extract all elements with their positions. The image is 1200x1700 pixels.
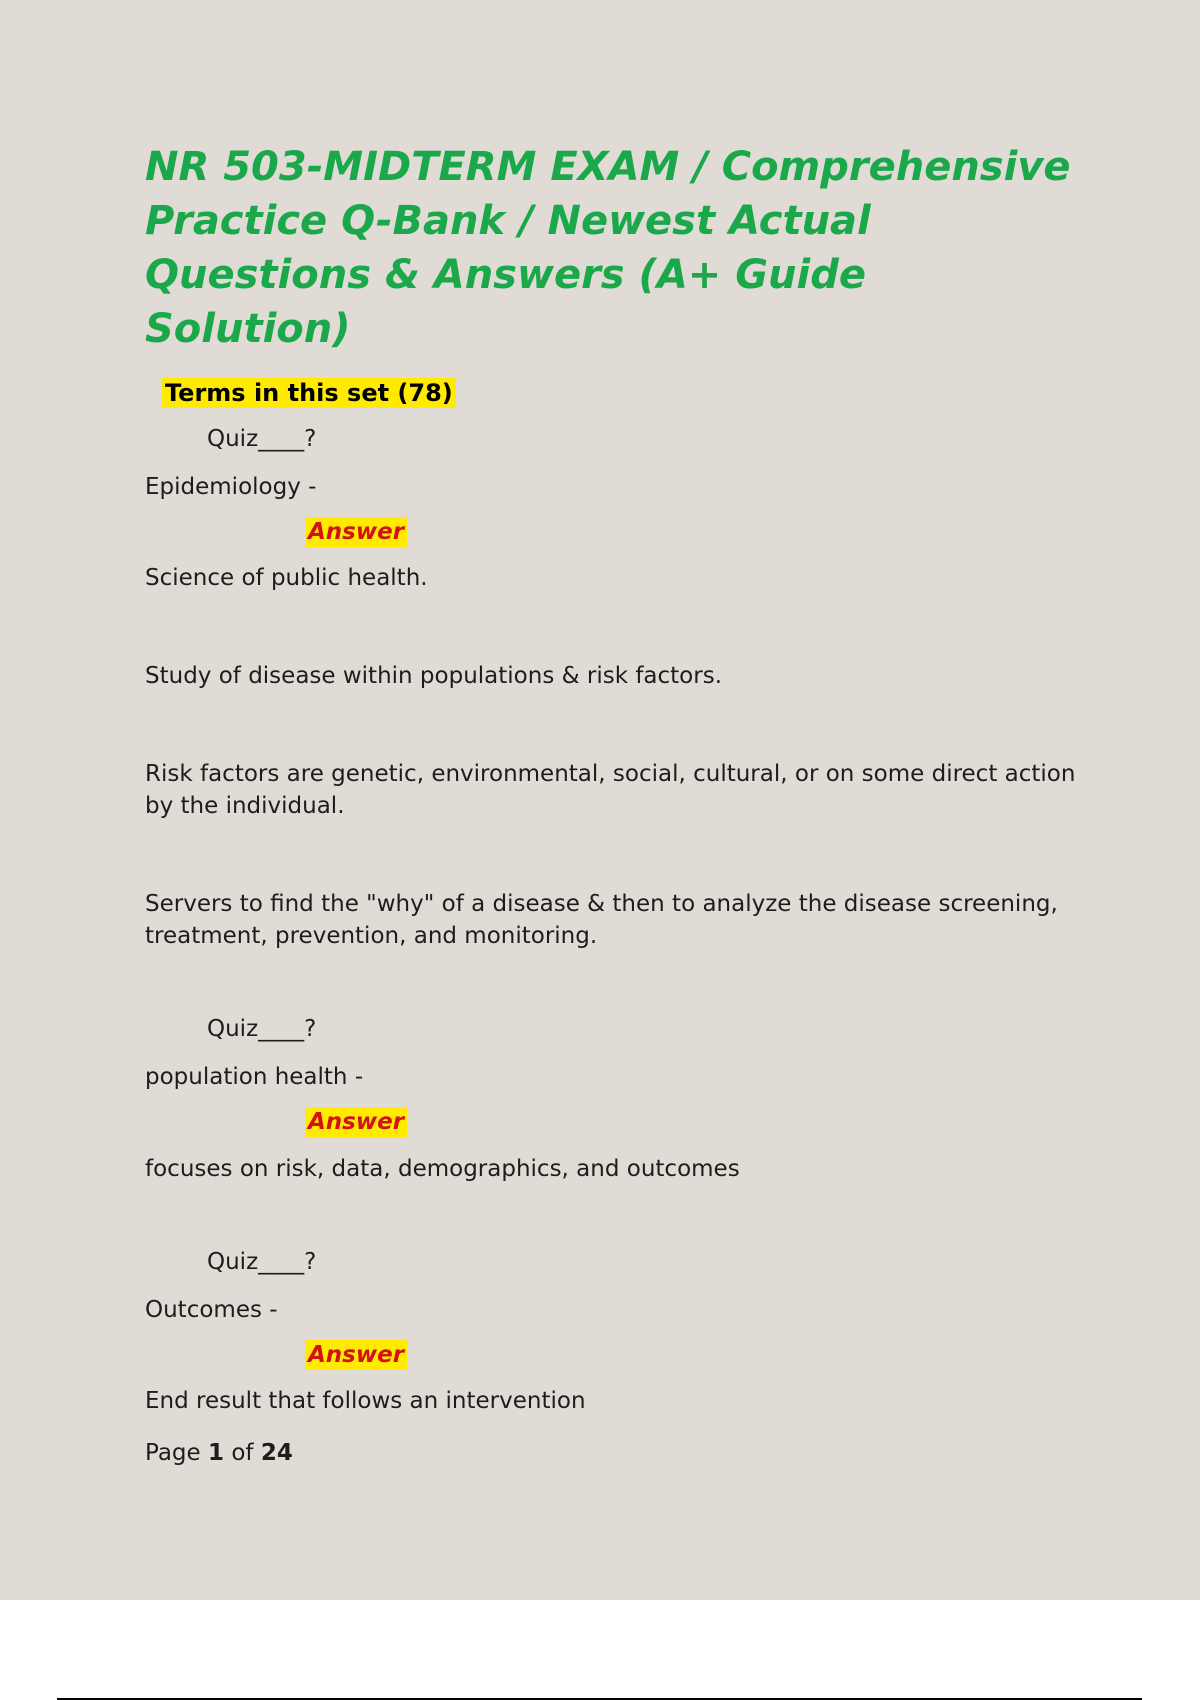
answer-label-wrap bbox=[305, 517, 1085, 547]
definition-text: End result that follows an intervention bbox=[145, 1388, 586, 1414]
flashcard bbox=[145, 1247, 1085, 1417]
quiz-prompt: Quiz____? bbox=[207, 1249, 317, 1275]
answer-label-wrap bbox=[305, 1107, 1085, 1137]
document-title: NR 503-MIDTERM EXAM / Comprehensive Practice Q-Bank / Newest Actual Questions & Answers (A+ Guide Solution) bbox=[145, 144, 1071, 352]
term-text: Epidemiology - bbox=[145, 474, 317, 500]
page-content bbox=[145, 140, 1085, 1469]
answer-label-wrap bbox=[305, 1340, 1085, 1370]
definition-text: focuses on risk, data, demographics, and outcomes bbox=[145, 1156, 740, 1182]
answer-label: Answer bbox=[305, 1340, 407, 1370]
answer-label: Answer bbox=[305, 517, 407, 547]
answer-label: Answer bbox=[305, 1107, 407, 1137]
definition-text: Study of disease within populations & risk factors. bbox=[145, 663, 722, 689]
quiz-prompt: Quiz____? bbox=[207, 1016, 317, 1042]
page-word: Page bbox=[145, 1440, 201, 1466]
term-text: population health - bbox=[145, 1064, 364, 1090]
page-current: 1 bbox=[208, 1440, 225, 1466]
page-total: 24 bbox=[260, 1440, 293, 1466]
terms-count-label: Terms in this set (78) bbox=[162, 378, 456, 408]
definition-text: Science of public health. bbox=[145, 565, 428, 591]
page-number bbox=[145, 1437, 1085, 1469]
flashcard bbox=[145, 424, 1085, 952]
definition-text: Servers to find the "why" of a disease & then to analyze the disease screening, treatment, prevention, and monitoring. bbox=[145, 891, 1058, 949]
definition-text: Risk factors are genetic, environmental, social, cultural, or on some direct action by the individual. bbox=[145, 761, 1076, 819]
of-word: of bbox=[231, 1440, 254, 1466]
term-text: Outcomes - bbox=[145, 1297, 278, 1323]
flashcard bbox=[145, 1014, 1085, 1185]
quiz-prompt: Quiz____? bbox=[207, 426, 317, 452]
